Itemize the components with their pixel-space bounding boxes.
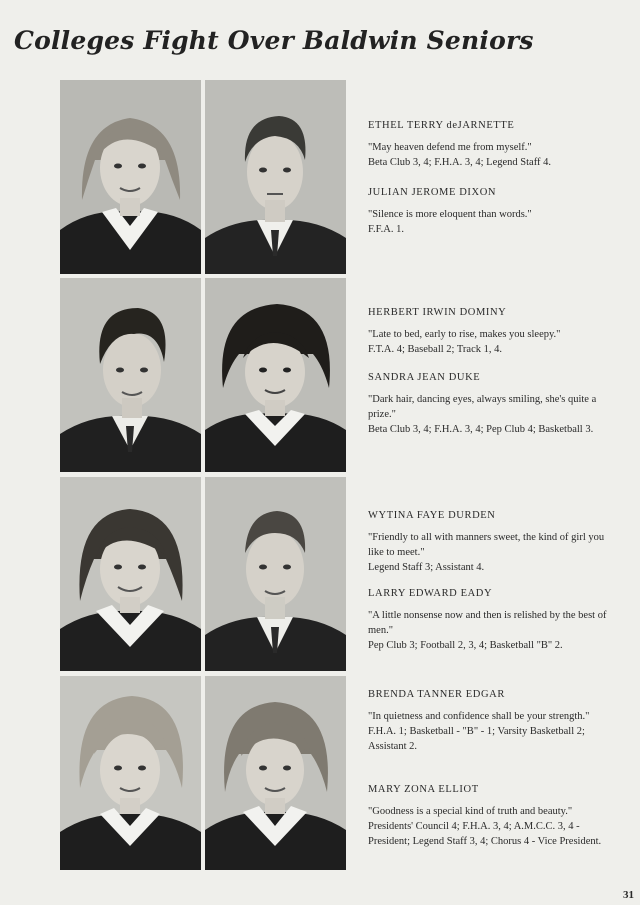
senior-name: MARY ZONA ELLIOT (368, 784, 479, 795)
senior-entry (368, 372, 618, 437)
senior-photo-boy (60, 278, 201, 472)
senior-name: HERBERT IRWIN DOMINY (368, 307, 507, 318)
senior-quote: "Silence is more eloquent than words." (368, 209, 532, 220)
portrait-image (60, 477, 201, 671)
senior-name: BRENDA TANNER EDGAR (368, 689, 505, 700)
senior-name: ETHEL TERRY deJARNETTE (368, 120, 515, 131)
senior-name: SANDRA JEAN DUKE (368, 372, 481, 383)
senior-entry (368, 187, 618, 237)
senior-quote: "A little nonsense now and then is relished by the best of men." (368, 610, 607, 636)
senior-quote: "Late to bed, early to rise, makes you sleepy." (368, 329, 561, 340)
senior-quote: "Goodness is a special kind of truth and beauty." (368, 806, 573, 817)
page-title: Colleges Fight Over Baldwin Seniors (14, 26, 534, 55)
senior-quote: "In quietness and confidence shall be your strength." (368, 711, 590, 722)
senior-activities: F.T.A. 4; Baseball 2; Track 1, 4. (368, 344, 503, 355)
senior-photo-girl (60, 477, 201, 671)
senior-entry (368, 689, 618, 754)
senior-activities: Beta Club 3, 4; F.H.A. 3, 4; Legend Staff 4. (368, 157, 551, 168)
portrait-image (205, 80, 346, 274)
senior-entry (368, 784, 618, 849)
senior-photo-boy (205, 80, 346, 274)
senior-photo-girl (60, 80, 201, 274)
senior-activities: Presidents' Council 4; F.H.A. 3, 4; A.M.C.C. 3, 4 - President; Legend Staff 3, 4; Chorus 4 - Vice President. (368, 821, 602, 847)
senior-quote: "May heaven defend me from myself." (368, 142, 532, 153)
senior-photo-girl (205, 278, 346, 472)
senior-entry (368, 588, 618, 653)
portrait-image (60, 278, 201, 472)
senior-photo-boy (205, 477, 346, 671)
senior-activities: Pep Club 3; Football 2, 3, 4; Basketball "B" 2. (368, 640, 563, 651)
senior-activities: F.H.A. 1; Basketball - "B" - 1; Varsity Basketball 2; Assistant 2. (368, 726, 585, 752)
portrait-image (60, 676, 201, 870)
senior-photo-girl (205, 676, 346, 870)
page-number: 31 (623, 889, 634, 901)
senior-name: LARRY EDWARD EADY (368, 588, 493, 599)
senior-name: WYTINA FAYE DURDEN (368, 510, 496, 521)
senior-quote: "Dark hair, dancing eyes, always smiling, she's quite a prize." (368, 394, 597, 420)
portrait-image (205, 676, 346, 870)
portrait-image (60, 80, 201, 274)
portrait-image (205, 278, 346, 472)
senior-entry (368, 510, 618, 575)
senior-activities: Beta Club 3, 4; F.H.A. 3, 4; Pep Club 4; Basketball 3. (368, 424, 594, 435)
senior-entry (368, 120, 618, 170)
senior-activities: F.F.A. 1. (368, 224, 404, 235)
senior-photo-girl (60, 676, 201, 870)
senior-name: JULIAN JEROME DIXON (368, 187, 497, 198)
senior-quote: "Friendly to all with manners sweet, the kind of girl you like to meet." (368, 532, 605, 558)
portrait-image (205, 477, 346, 671)
senior-activities: Legend Staff 3; Assistant 4. (368, 562, 485, 573)
senior-entry (368, 307, 618, 357)
